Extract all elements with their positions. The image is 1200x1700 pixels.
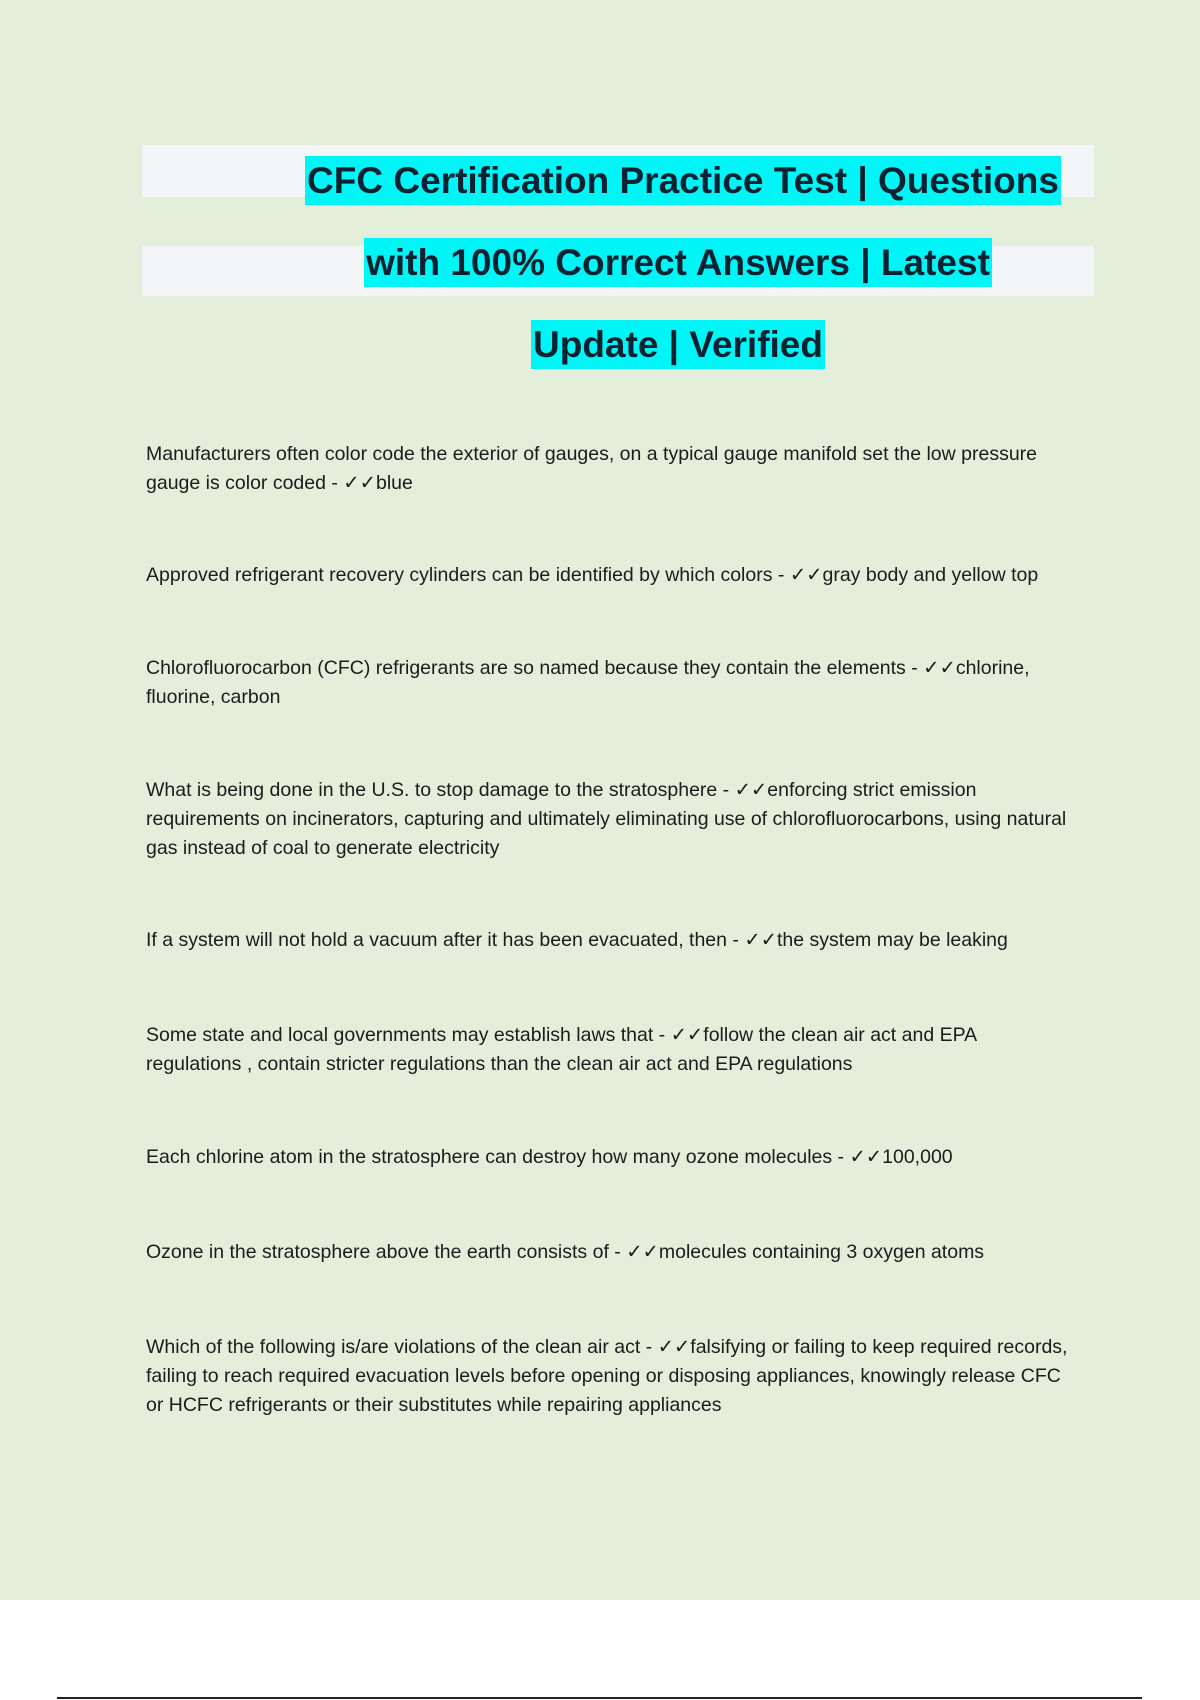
answer-check-icon: ✓✓ — [734, 779, 768, 801]
answer-text: gray body and yellow top — [822, 564, 1039, 586]
title-line-text: Update | Verified — [531, 320, 825, 369]
answer-check-icon: ✓✓ — [343, 472, 376, 494]
title-line — [142, 140, 1094, 222]
qa-item — [146, 1021, 1076, 1079]
question-text: If a system will not hold a vacuum after it has been evacuated, then - — [146, 929, 745, 951]
document-title — [142, 140, 1094, 386]
answer-text: 100,000 — [882, 1146, 953, 1168]
qa-item — [146, 440, 1076, 498]
answer-check-icon: ✓✓ — [744, 929, 778, 951]
qa-item — [146, 1333, 1076, 1420]
question-text: Chlorofluorocarbon (CFC) refrigerants are so named because they contain the elements - — [146, 657, 924, 679]
title-line-text: with 100% Correct Answers | Latest — [364, 238, 992, 287]
question-text: Approved refrigerant recovery cylinders can be identified by which colors - — [146, 564, 790, 586]
answer-check-icon: ✓✓ — [670, 1024, 704, 1046]
answer-text: chlorine, fluorine, carbon — [146, 657, 1030, 708]
answer-check-icon: ✓✓ — [789, 564, 823, 586]
answer-check-icon: ✓✓ — [923, 657, 956, 679]
qa-item — [146, 561, 1076, 590]
answer-text: blue — [375, 472, 413, 494]
title-line — [142, 222, 1094, 304]
qa-item — [146, 1143, 1076, 1172]
answer-check-icon: ✓✓ — [657, 1336, 691, 1358]
answer-text: molecules containing 3 oxygen atoms — [658, 1241, 985, 1263]
question-text: What is being done in the U.S. to stop damage to the stratosphere - — [146, 779, 735, 801]
title-line-text: CFC Certification Practice Test | Questions — [305, 156, 1061, 205]
answer-text: the system may be leaking — [777, 929, 1008, 951]
title-line — [142, 304, 1094, 386]
qa-item — [146, 1238, 1076, 1267]
answer-check-icon: ✓✓ — [849, 1146, 883, 1168]
question-text: Manufacturers often color code the exterior of gauges, on a typical gauge manifold set the low pressure gauge is color coded - — [146, 443, 1038, 494]
question-text: Each chlorine atom in the stratosphere can destroy how many ozone molecules - — [146, 1146, 850, 1168]
answer-check-icon: ✓✓ — [626, 1241, 659, 1263]
answer-text: falsifying or failing to keep required records, failing to reach required evacuation levels before opening or disposing appliances, knowingly release CFC or HCFC refrigerants or their substitutes while repairing appliances — [146, 1336, 1068, 1416]
question-text: Ozone in the stratosphere above the earth consists of - — [146, 1241, 627, 1263]
qa-item — [146, 926, 1076, 955]
qa-item — [146, 654, 1076, 712]
answer-text: enforcing strict emission requirements on incinerators, capturing and ultimately eliminating use of chlorofluorocarbons, using natural gas instead of coal to generate electricity — [146, 779, 1067, 859]
qa-item — [146, 776, 1076, 863]
question-text: Which of the following is/are violations of the clean air act - — [146, 1336, 658, 1358]
answer-text: follow the clean air act and EPA regulations , contain stricter regulations than the clean air act and EPA regulations — [146, 1024, 977, 1075]
footer-rule — [57, 1697, 1142, 1699]
question-text: Some state and local governments may establish laws that - — [146, 1024, 671, 1046]
